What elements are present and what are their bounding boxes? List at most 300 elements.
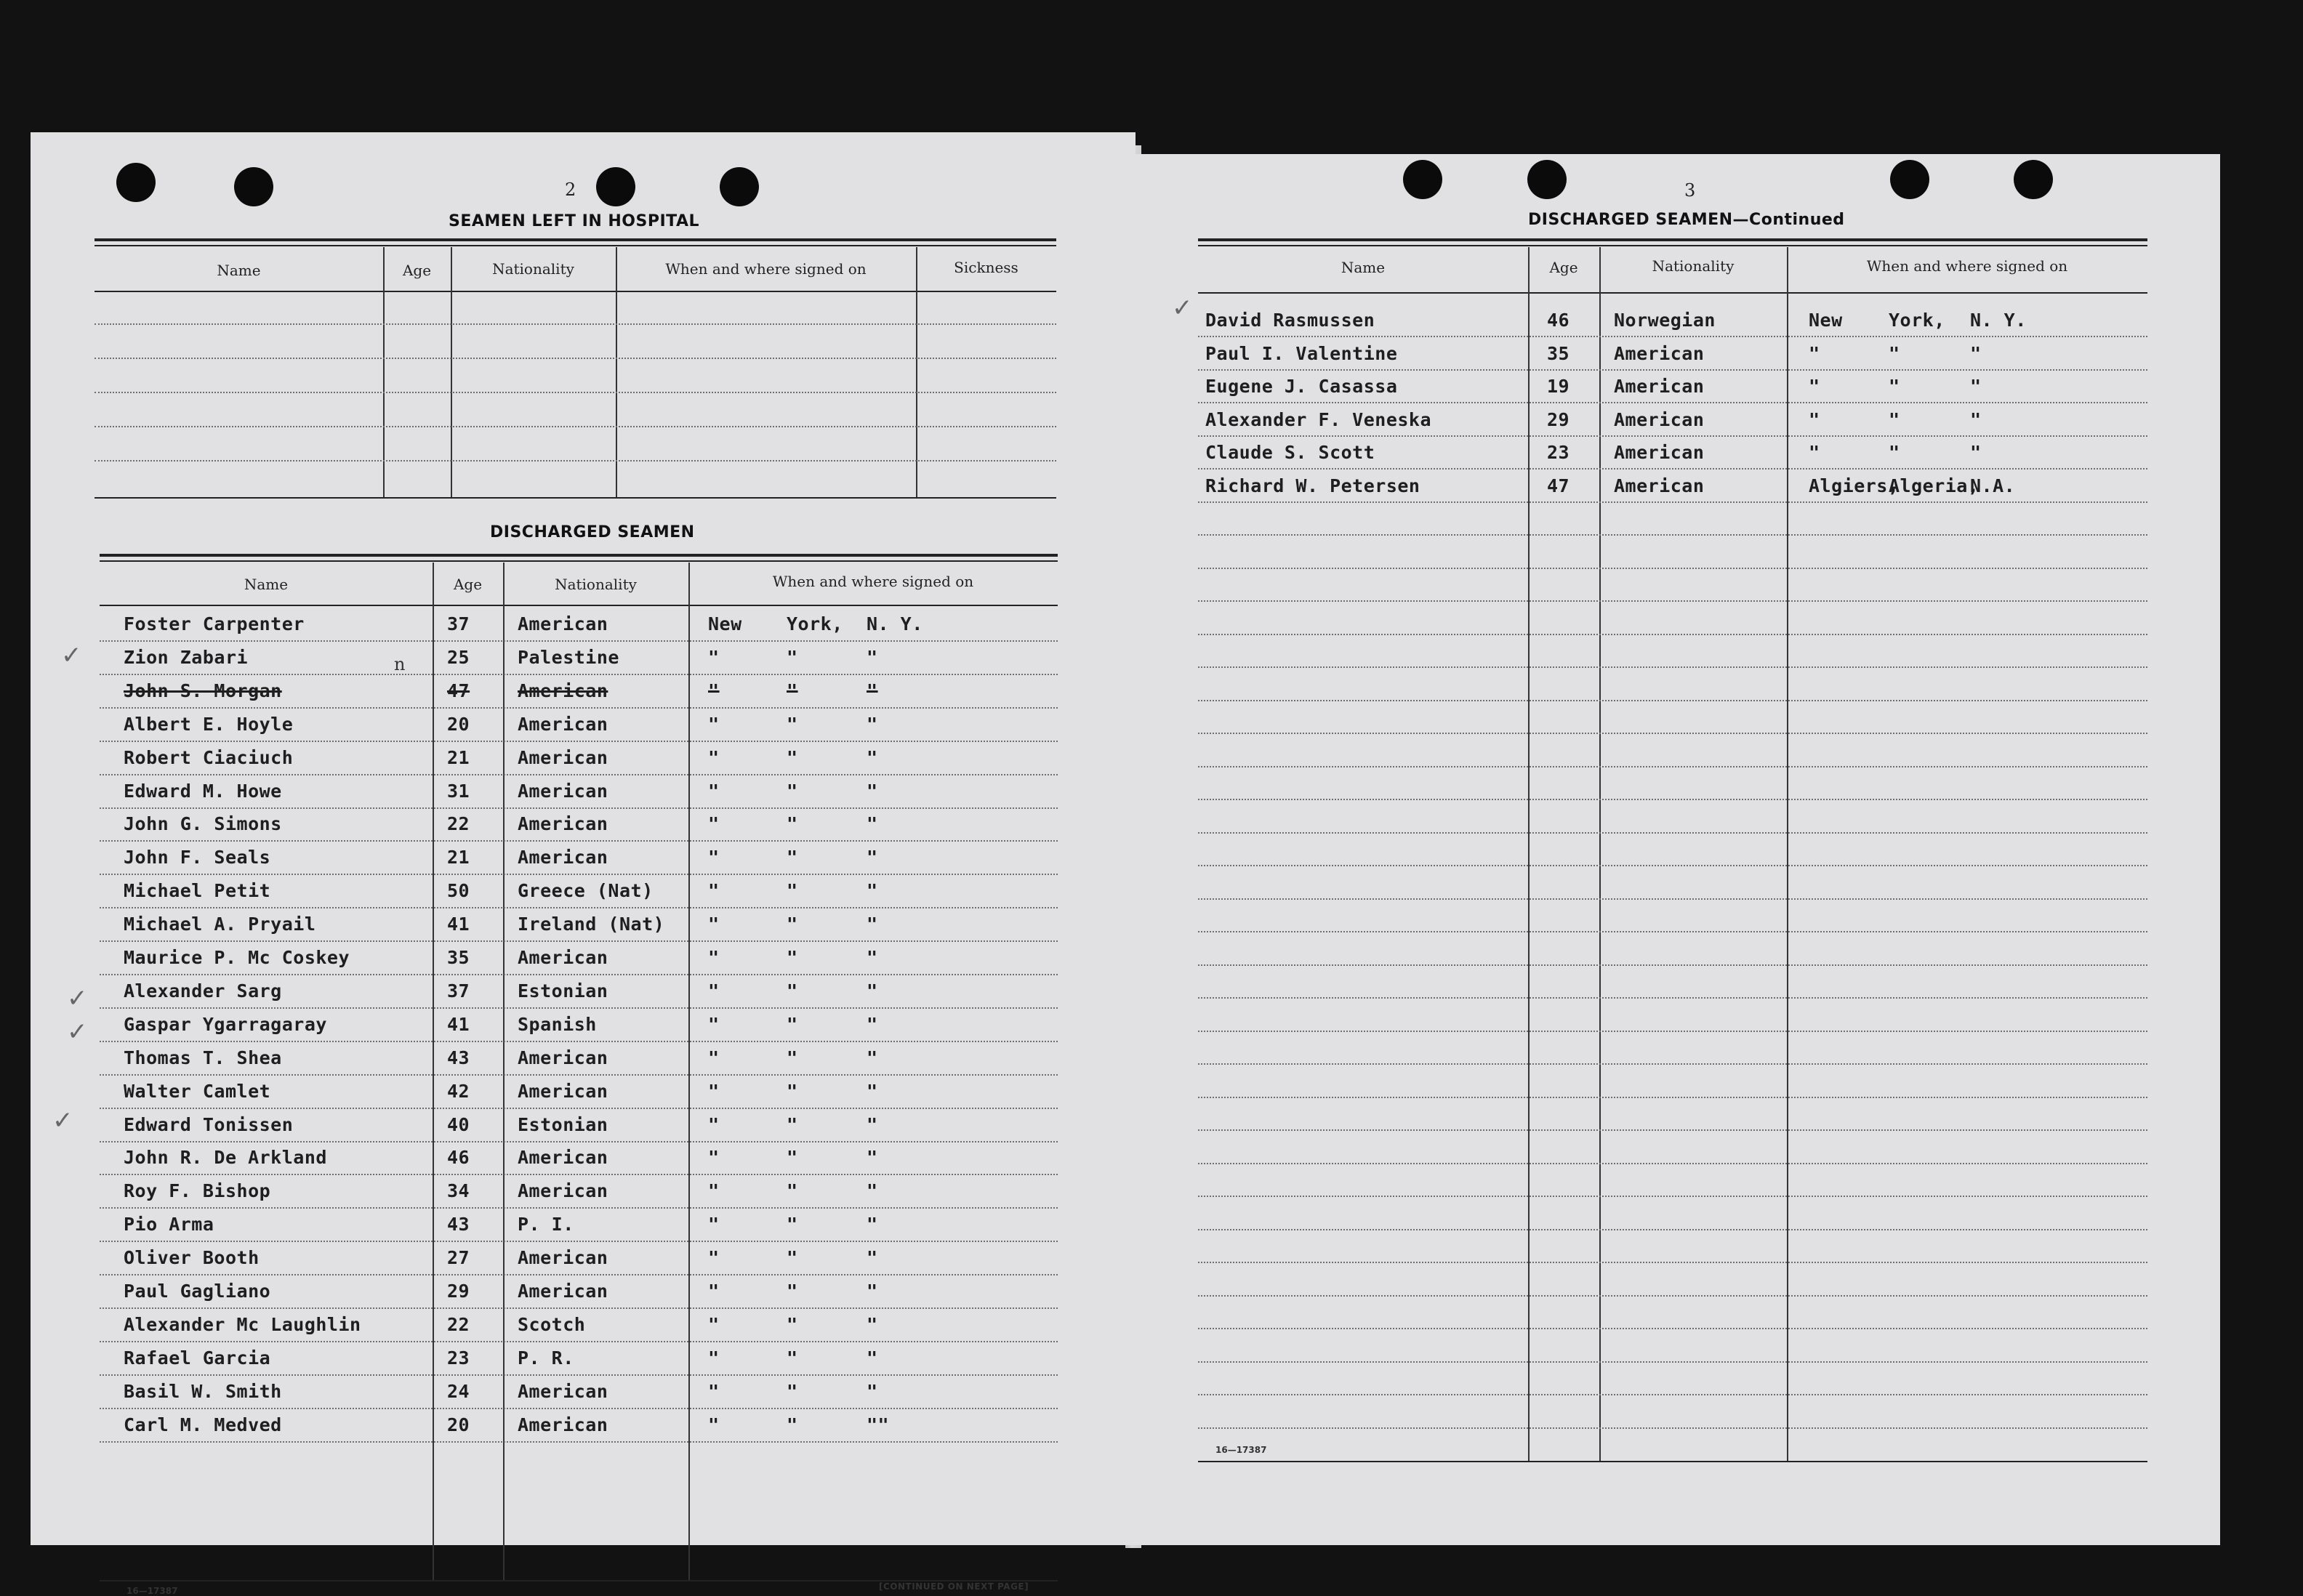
row-line xyxy=(1198,964,2147,966)
row-line xyxy=(1198,369,2147,371)
signed-on-place: " xyxy=(787,713,798,735)
seaman-age: 23 xyxy=(447,1347,470,1369)
signed-on-place: " xyxy=(867,1214,878,1236)
row-line xyxy=(1198,1063,2147,1065)
seaman-name: Alexander F. Veneska xyxy=(1205,408,1432,430)
row-line xyxy=(100,874,1058,875)
seaman-age: 22 xyxy=(447,1313,470,1335)
signed-on-place: "" xyxy=(867,1414,890,1435)
seaman-age: 41 xyxy=(447,914,470,935)
signed-on-place: " xyxy=(787,813,798,835)
seaman-name: Thomas T. Shea xyxy=(124,1047,282,1068)
signed-on-place: " xyxy=(867,980,878,1001)
seaman-nationality: American xyxy=(1614,475,1705,496)
signed-on-place: " xyxy=(867,847,878,868)
column-divider xyxy=(503,563,505,1580)
table-rule xyxy=(95,238,1056,241)
column-header: Sickness xyxy=(954,259,1018,276)
signed-on-place: " xyxy=(867,1380,878,1402)
signed-on-place: " xyxy=(787,646,798,668)
page-number: 2 xyxy=(565,180,576,200)
seaman-name: Gaspar Ygarragaray xyxy=(124,1013,327,1035)
punch-hole xyxy=(596,167,635,206)
row-line xyxy=(1198,700,2147,701)
signed-on-place: " xyxy=(708,947,720,968)
row-line xyxy=(1198,666,2147,668)
seaman-age: 21 xyxy=(447,847,470,868)
seaman-name: Paul Gagliano xyxy=(124,1281,271,1302)
row-line xyxy=(1198,1262,2147,1263)
signed-on-place: " xyxy=(787,1147,798,1169)
seaman-age: 35 xyxy=(1547,342,1570,364)
seaman-nationality: American xyxy=(518,613,608,634)
seaman-age: 46 xyxy=(447,1147,470,1169)
right-page xyxy=(1134,154,2220,1545)
seaman-nationality: American xyxy=(518,1047,608,1068)
signed-on-place: " xyxy=(867,1347,878,1369)
signed-on-place: " xyxy=(867,780,878,802)
seaman-nationality: Estonian xyxy=(518,1113,608,1135)
signed-on-place: " xyxy=(708,780,720,802)
row-line xyxy=(1198,898,2147,900)
row-line xyxy=(100,1108,1058,1109)
seaman-age: 31 xyxy=(447,780,470,802)
stray-mark: n xyxy=(394,654,406,674)
seaman-name: Walter Camlet xyxy=(124,1080,271,1102)
signed-on-place: " xyxy=(708,1047,720,1068)
row-line xyxy=(100,1374,1058,1376)
seaman-age: 37 xyxy=(447,980,470,1001)
table-rule xyxy=(95,291,1056,292)
row-line xyxy=(1198,1097,2147,1098)
column-divider xyxy=(433,563,434,1580)
seaman-age: 43 xyxy=(447,1047,470,1068)
seaman-name: David Rasmussen xyxy=(1205,310,1375,331)
row-line xyxy=(100,807,1058,809)
signed-on-place: " xyxy=(787,1313,798,1335)
check-mark: ✓ xyxy=(67,984,88,1013)
row-line xyxy=(100,1174,1058,1175)
signed-on-place: " xyxy=(787,1013,798,1035)
seaman-nationality: Ireland (Nat) xyxy=(518,914,665,935)
seaman-age: 50 xyxy=(447,880,470,902)
signed-on-place: " xyxy=(787,980,798,1001)
signed-on-place: " xyxy=(1809,376,1820,397)
row-line xyxy=(1198,600,2147,602)
table-rule xyxy=(95,497,1056,499)
seaman-age: 25 xyxy=(447,646,470,668)
row-line xyxy=(100,774,1058,775)
seaman-name: John F. Seals xyxy=(124,847,271,868)
signed-on-place: " xyxy=(708,746,720,768)
signed-on-place: New xyxy=(1809,310,1843,331)
row-line xyxy=(1198,865,2147,866)
row-line xyxy=(100,674,1058,675)
signed-on-place: " xyxy=(708,646,720,668)
seaman-nationality: American xyxy=(1614,376,1705,397)
signed-on-place: York, xyxy=(1889,310,1945,331)
row-line xyxy=(1198,832,2147,834)
table-rule xyxy=(100,554,1058,557)
signed-on-place: N. Y. xyxy=(1970,310,2027,331)
seaman-age: 29 xyxy=(447,1281,470,1302)
seaman-nationality: P. I. xyxy=(518,1214,574,1236)
signed-on-place: " xyxy=(1970,442,1982,463)
row-line xyxy=(1198,997,2147,999)
row-line xyxy=(1198,1361,2147,1363)
seaman-nationality: American xyxy=(518,1281,608,1302)
seaman-age: 23 xyxy=(1547,442,1570,463)
seaman-nationality: American xyxy=(518,1080,608,1102)
seaman-nationality: P. R. xyxy=(518,1347,574,1369)
column-header: Nationality xyxy=(492,260,574,278)
signed-on-place: " xyxy=(1889,342,1900,364)
form-number: 16—17387 xyxy=(126,1586,178,1596)
signed-on-place: " xyxy=(1889,442,1900,463)
table-rule xyxy=(100,605,1058,606)
seaman-age: 24 xyxy=(447,1380,470,1402)
seaman-age: 41 xyxy=(447,1013,470,1035)
table-rule xyxy=(1198,1461,2147,1462)
signed-on-place: " xyxy=(867,713,878,735)
column-header: When and where signed on xyxy=(665,260,867,278)
seaman-name: Eugene J. Casassa xyxy=(1205,376,1398,397)
signed-on-place: " xyxy=(708,1180,720,1202)
column-divider xyxy=(1528,247,1530,1461)
signed-on-place: " xyxy=(867,1080,878,1102)
signed-on-place: " xyxy=(787,1380,798,1402)
seaman-nationality: American xyxy=(518,1147,608,1169)
signed-on-place: " xyxy=(787,1047,798,1068)
signed-on-place: " xyxy=(787,947,798,968)
row-line xyxy=(100,1007,1058,1009)
punch-hole xyxy=(116,163,156,202)
signed-on-place: " xyxy=(867,1313,878,1335)
signed-on-place: " xyxy=(1970,376,1982,397)
seaman-nationality: Spanish xyxy=(518,1013,597,1035)
signed-on-place: New xyxy=(708,613,742,634)
signed-on-place: " xyxy=(867,746,878,768)
signed-on-place: " xyxy=(708,1313,720,1335)
signed-on-place: " xyxy=(867,680,878,701)
row-line xyxy=(100,840,1058,842)
table-rule xyxy=(1198,245,2147,246)
seaman-nationality: American xyxy=(518,847,608,868)
signed-on-place: " xyxy=(867,1113,878,1135)
column-header: Nationality xyxy=(555,576,637,593)
seaman-nationality: American xyxy=(1614,408,1705,430)
row-line xyxy=(1198,634,2147,635)
seaman-name: Richard W. Petersen xyxy=(1205,475,1420,496)
row-line xyxy=(1198,336,2147,337)
signed-on-place: " xyxy=(867,1047,878,1068)
seaman-age: 27 xyxy=(447,1247,470,1269)
signed-on-place: " xyxy=(867,813,878,835)
signed-on-place: " xyxy=(787,1180,798,1202)
row-line xyxy=(100,707,1058,709)
column-header: Age xyxy=(453,576,483,593)
row-line xyxy=(1198,799,2147,800)
seaman-nationality: American xyxy=(518,1247,608,1269)
signed-on-place: " xyxy=(708,1347,720,1369)
row-line xyxy=(1198,1031,2147,1032)
table-rule xyxy=(1198,292,2147,294)
seaman-name: Foster Carpenter xyxy=(124,613,305,634)
seaman-name: Alexander Mc Laughlin xyxy=(124,1313,361,1335)
signed-on-place: " xyxy=(867,880,878,902)
signed-on-place: " xyxy=(708,1414,720,1435)
seaman-name: Rafael Garcia xyxy=(124,1347,271,1369)
row-line xyxy=(100,907,1058,908)
row-line xyxy=(1198,534,2147,536)
signed-on-place: " xyxy=(708,813,720,835)
seaman-nationality: American xyxy=(1614,342,1705,364)
seaman-nationality: American xyxy=(518,1414,608,1435)
signed-on-place: " xyxy=(1970,342,1982,364)
signed-on-place: " xyxy=(1809,342,1820,364)
seaman-nationality: American xyxy=(518,680,608,701)
row-line xyxy=(100,741,1058,742)
signed-on-place: " xyxy=(1889,408,1900,430)
blank-line xyxy=(95,392,1056,393)
signed-on-place: N. Y. xyxy=(867,613,923,634)
continued-note: [CONTINUED ON NEXT PAGE] xyxy=(879,1581,1029,1592)
seaman-nationality: Palestine xyxy=(518,646,619,668)
signed-on-place: " xyxy=(708,1013,720,1035)
signed-on-place: " xyxy=(867,646,878,668)
seaman-name: Edward Tonissen xyxy=(124,1113,294,1135)
signed-on-place: " xyxy=(787,1113,798,1135)
seaman-nationality: Estonian xyxy=(518,980,608,1001)
signed-on-place: " xyxy=(1809,408,1820,430)
seaman-name: Edward M. Howe xyxy=(124,780,282,802)
row-line xyxy=(1198,733,2147,734)
seaman-age: 47 xyxy=(1547,475,1570,496)
row-line xyxy=(100,1408,1058,1409)
punch-hole xyxy=(2014,160,2053,199)
seaman-nationality: American xyxy=(518,713,608,735)
signed-on-place: " xyxy=(867,914,878,935)
seaman-age: 42 xyxy=(447,1080,470,1102)
row-line xyxy=(1198,468,2147,469)
row-line xyxy=(100,1207,1058,1209)
signed-on-place: " xyxy=(787,1247,798,1269)
row-line xyxy=(1198,1328,2147,1329)
row-line xyxy=(100,1341,1058,1342)
signed-on-place: " xyxy=(708,880,720,902)
seaman-name: Basil W. Smith xyxy=(124,1380,282,1402)
blank-line xyxy=(95,426,1056,427)
signed-on-place: " xyxy=(867,1281,878,1302)
row-line xyxy=(100,640,1058,642)
seaman-name: Claude S. Scott xyxy=(1205,442,1375,463)
signed-on-place: N.A. xyxy=(1970,475,2016,496)
row-line xyxy=(100,1441,1058,1443)
seaman-name: Zion Zabari xyxy=(124,646,249,668)
discharged-section-title: DISCHARGED SEAMEN xyxy=(490,523,695,541)
hospital-section-title: SEAMEN LEFT IN HOSPITAL xyxy=(449,212,700,230)
signed-on-place: " xyxy=(787,1080,798,1102)
page-number: 3 xyxy=(1684,180,1696,201)
seaman-nationality: Scotch xyxy=(518,1313,586,1335)
seaman-age: 21 xyxy=(447,746,470,768)
signed-on-place: York, xyxy=(787,613,843,634)
column-divider xyxy=(1787,247,1788,1461)
signed-on-place: " xyxy=(787,914,798,935)
signed-on-place: " xyxy=(867,1247,878,1269)
row-line xyxy=(1198,402,2147,403)
column-header: Age xyxy=(1549,259,1578,276)
left-page xyxy=(31,132,1136,1596)
table-rule xyxy=(95,245,1056,246)
continued-section-title: DISCHARGED SEAMEN—Continued xyxy=(1528,211,1845,229)
seaman-name: Albert E. Hoyle xyxy=(124,713,294,735)
row-line xyxy=(100,940,1058,942)
seaman-age: 34 xyxy=(447,1180,470,1202)
row-line xyxy=(1198,1427,2147,1429)
seaman-age: 40 xyxy=(447,1113,470,1135)
check-mark: ✓ xyxy=(67,1017,88,1047)
signed-on-place: " xyxy=(708,980,720,1001)
seaman-age: 46 xyxy=(1547,310,1570,331)
seaman-name: John G. Simons xyxy=(124,813,282,835)
seaman-name: John S. Morgan xyxy=(124,680,282,701)
seaman-nationality: Greece (Nat) xyxy=(518,880,654,902)
seaman-nationality: American xyxy=(1614,442,1705,463)
table-rule xyxy=(1198,238,2147,241)
seaman-nationality: American xyxy=(518,746,608,768)
seaman-age: 22 xyxy=(447,813,470,835)
row-line xyxy=(100,1041,1058,1042)
punch-hole xyxy=(234,167,273,206)
row-line xyxy=(1198,435,2147,437)
punch-hole xyxy=(1403,160,1442,199)
signed-on-place: " xyxy=(787,680,798,701)
seaman-name: Michael A. Pryail xyxy=(124,914,316,935)
signed-on-place: " xyxy=(708,1214,720,1236)
column-header: Nationality xyxy=(1652,257,1735,275)
row-line xyxy=(1198,1129,2147,1131)
row-line xyxy=(100,1074,1058,1076)
seaman-nationality: American xyxy=(518,1380,608,1402)
row-line xyxy=(1198,931,2147,932)
column-header: Age xyxy=(402,262,432,279)
signed-on-place: " xyxy=(787,746,798,768)
seaman-nationality: Norwegian xyxy=(1614,310,1716,331)
signed-on-place: " xyxy=(1889,376,1900,397)
seaman-name: Robert Ciaciuch xyxy=(124,746,294,768)
column-header: Name xyxy=(1341,259,1386,276)
seaman-name: Roy F. Bishop xyxy=(124,1180,271,1202)
signed-on-place: " xyxy=(867,1180,878,1202)
seaman-name: Michael Petit xyxy=(124,880,271,902)
form-number: 16—17387 xyxy=(1215,1445,1267,1455)
signed-on-place: " xyxy=(787,1414,798,1435)
seaman-age: 29 xyxy=(1547,408,1570,430)
signed-on-place: " xyxy=(787,1347,798,1369)
seaman-name: Paul I. Valentine xyxy=(1205,342,1398,364)
signed-on-place: " xyxy=(867,947,878,968)
blank-line xyxy=(95,358,1056,359)
signed-on-place: Algiers, xyxy=(1809,475,1900,496)
signed-on-place: " xyxy=(867,1147,878,1169)
signed-on-place: " xyxy=(708,1147,720,1169)
signed-on-place: " xyxy=(708,1247,720,1269)
seaman-age: 20 xyxy=(447,713,470,735)
blank-line xyxy=(95,460,1056,462)
row-line xyxy=(100,1241,1058,1242)
signed-on-place: " xyxy=(787,847,798,868)
signed-on-place: " xyxy=(787,780,798,802)
row-line xyxy=(1198,1295,2147,1297)
seaman-name: Alexander Sarg xyxy=(124,980,282,1001)
row-line xyxy=(1198,501,2147,503)
signed-on-place: " xyxy=(708,680,720,701)
signed-on-place: Algeria, xyxy=(1889,475,1980,496)
seaman-name: Carl M. Medved xyxy=(124,1414,282,1435)
punch-hole xyxy=(720,167,759,206)
seaman-age: 19 xyxy=(1547,376,1570,397)
seaman-name: Maurice P. Mc Coskey xyxy=(124,947,350,968)
column-header: When and where signed on xyxy=(772,573,974,590)
signed-on-place: " xyxy=(708,914,720,935)
seaman-nationality: American xyxy=(518,813,608,835)
seaman-age: 47 xyxy=(447,680,470,701)
row-line xyxy=(1198,766,2147,767)
seaman-name: Oliver Booth xyxy=(124,1247,260,1269)
blank-line xyxy=(95,323,1056,325)
column-divider xyxy=(688,563,690,1580)
check-mark: ✓ xyxy=(1172,294,1193,323)
row-line xyxy=(1198,1163,2147,1164)
signed-on-place: " xyxy=(867,1013,878,1035)
column-divider xyxy=(1599,247,1601,1461)
check-mark: ✓ xyxy=(61,641,82,670)
signed-on-place: " xyxy=(787,1214,798,1236)
seaman-nationality: American xyxy=(518,947,608,968)
signed-on-place: " xyxy=(1970,408,1982,430)
column-header: Name xyxy=(244,576,289,593)
seaman-age: 20 xyxy=(447,1414,470,1435)
row-line xyxy=(1198,568,2147,569)
seaman-name: John R. De Arkland xyxy=(124,1147,327,1169)
signed-on-place: " xyxy=(787,880,798,902)
row-line xyxy=(100,1307,1058,1309)
column-header: Name xyxy=(217,262,261,279)
seaman-age: 43 xyxy=(447,1214,470,1236)
row-line xyxy=(100,1141,1058,1142)
row-line xyxy=(1198,1229,2147,1230)
signed-on-place: " xyxy=(708,1113,720,1135)
seaman-nationality: American xyxy=(518,780,608,802)
table-rule xyxy=(100,560,1058,562)
seaman-name: Pio Arma xyxy=(124,1214,214,1236)
column-header: When and where signed on xyxy=(1866,257,2068,275)
signed-on-place: " xyxy=(787,1281,798,1302)
signed-on-place: " xyxy=(708,1080,720,1102)
signed-on-place: " xyxy=(708,847,720,868)
row-line xyxy=(100,974,1058,975)
signed-on-place: " xyxy=(1809,442,1820,463)
seaman-age: 35 xyxy=(447,947,470,968)
seaman-age: 37 xyxy=(447,613,470,634)
signed-on-place: " xyxy=(708,1380,720,1402)
seaman-nationality: American xyxy=(518,1180,608,1202)
punch-hole xyxy=(1890,160,1929,199)
signed-on-place: " xyxy=(708,1281,720,1302)
punch-hole xyxy=(1527,160,1567,199)
signed-on-place: " xyxy=(708,713,720,735)
